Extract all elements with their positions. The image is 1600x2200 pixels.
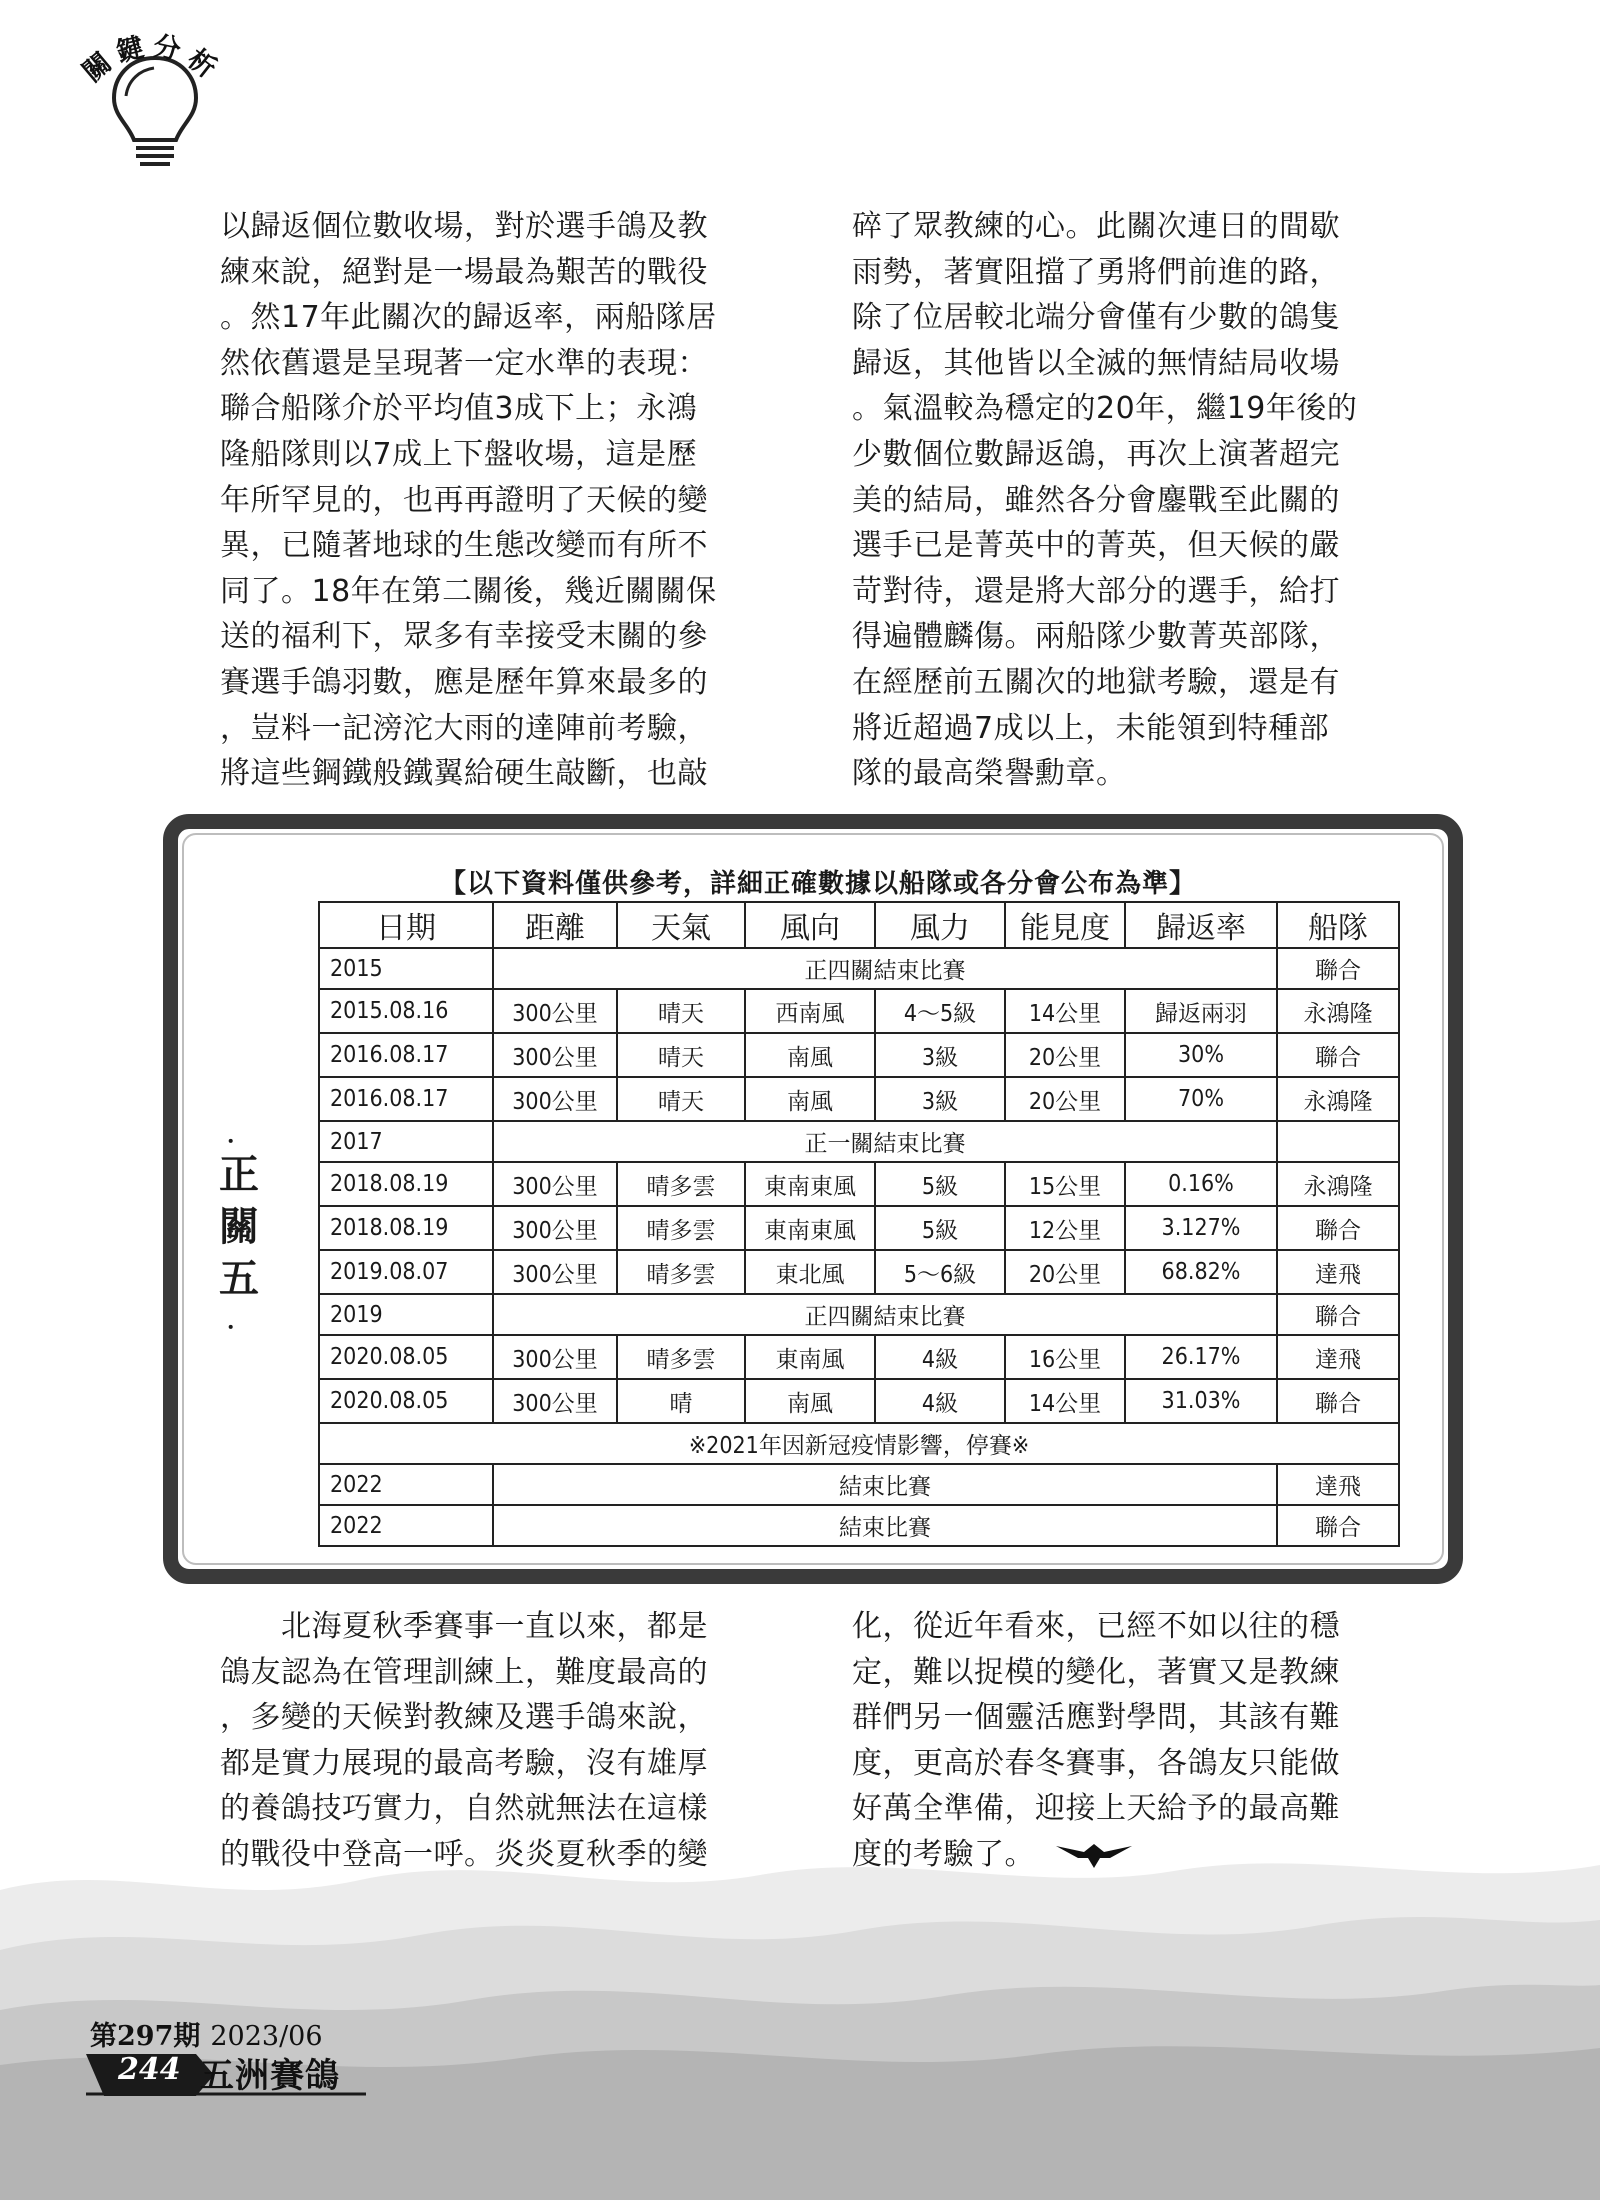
table-row [319,1294,1399,1335]
results-table-body [319,948,1399,1546]
issue-date: 2023/06 [210,2021,323,2052]
text-line: 賽選手鴿羽數，應是歷年算來最多的 [220,664,708,700]
cell-team: 聯合 [1277,948,1399,989]
text-line: 群們另一個靈活應對學問，其該有難 [852,1700,1340,1736]
section-title [77,24,232,89]
cell-date: 2017 [319,1121,493,1162]
cell-team [1277,1121,1399,1162]
text-line: 隆船隊則以7成上下盤收場，這是歷 [220,436,698,472]
cell-date: 2015 [319,948,493,989]
cell-team: 永鴻隆 [1277,1162,1399,1206]
table-row [319,1335,1399,1379]
cell-date: 2022 [319,1464,493,1505]
cell-wind-direction: 西南風 [745,989,875,1033]
text-line: 好萬全準備，迎接上天給予的最高難 [852,1791,1340,1827]
cell-wind-force: 5級 [875,1162,1005,1206]
cell-team: 聯合 [1277,1206,1399,1250]
cell-status-note: 正四關結束比賽 [493,948,1277,989]
text-line: 化，從近年看來，已經不如以往的穩 [852,1609,1340,1644]
text-line: 度，更高於春冬賽事，各鴿友只能做 [852,1745,1340,1781]
cell-team: 聯合 [1277,1505,1399,1546]
page-number: 244 [118,2052,181,2087]
text-line: 選手已是菁英中的菁英，但天候的嚴 [852,528,1340,564]
cell-return-rate: 68.82% [1125,1250,1277,1294]
text-line: ，多變的天候對教練及選手鴿來說， [220,1700,708,1736]
cell-wind-direction: 南風 [745,1379,875,1423]
text-line: 送的福利下，眾多有幸接受末關的參 [220,619,708,655]
cell-team: 永鴻隆 [1277,989,1399,1033]
results-table [318,901,1400,1547]
cell-wind-direction: 東北風 [745,1250,875,1294]
cell-status-note: 結束比賽 [493,1464,1277,1505]
cell-weather: 晴天 [617,1077,745,1121]
text-line: 聯合船隊介於平均值3成下上；永鴻 [220,391,698,427]
cell-visibility: 12公里 [1005,1206,1125,1250]
table-row [319,1464,1399,1505]
cell-distance: 300公里 [493,1162,617,1206]
stage-label-dot: ． [227,1306,251,1334]
cell-date: 2022 [319,1505,493,1546]
cell-date: 2015.08.16 [319,989,493,1033]
cell-return-rate: 歸返兩羽 [1125,989,1277,1033]
cell-return-rate: 0.16% [1125,1162,1277,1206]
cell-distance: 300公里 [493,1206,617,1250]
cell-distance: 300公里 [493,989,617,1033]
section-title-char: 分 [150,30,184,67]
text-line: 除了位居較北端分會僅有少數的鴿隻 [852,300,1340,336]
cell-team: 永鴻隆 [1277,1077,1399,1121]
cell-visibility: 20公里 [1005,1033,1125,1077]
stage-label [214,1119,264,1335]
article-bottom-right-column [852,1604,1412,1878]
text-line: 。然17年此關次的歸返率，兩船隊居 [220,300,717,336]
table-row [319,1206,1399,1250]
cell-distance: 300公里 [493,1250,617,1294]
text-line: 苛對待，還是將大部分的選手，給打 [852,573,1340,609]
data-disclaimer: 【以下資料僅供參考，詳細正確數據以船隊或各分會公布為準】 [439,869,1196,899]
cell-team: 達飛 [1277,1464,1399,1505]
table-row [319,1505,1399,1546]
cell-visibility: 15公里 [1005,1162,1125,1206]
table-row [319,989,1399,1033]
text-line: 異，已隨著地球的生態改變而有所不 [220,528,708,564]
cell-date: 2019 [319,1294,493,1335]
table-row [319,1121,1399,1162]
cell-weather: 晴多雲 [617,1250,745,1294]
text-line: 然依舊還是呈現著一定水準的表現： [220,345,708,381]
cell-team: 達飛 [1277,1250,1399,1294]
cell-team: 聯合 [1277,1294,1399,1335]
column-header-visibility: 能見度 [1005,902,1125,948]
cell-return-rate: 31.03% [1125,1379,1277,1423]
cell-weather: 晴天 [617,989,745,1033]
column-header-team: 船隊 [1277,902,1399,948]
text-line: 鴿友認為在管理訓練上，難度最高的 [220,1654,708,1690]
column-header-wind-force: 風力 [875,902,1005,948]
article-bottom-left-column [220,1604,780,1878]
cell-wind-direction: 南風 [745,1033,875,1077]
cell-visibility: 14公里 [1005,989,1125,1033]
text-line: 的養鴿技巧實力，自然就無法在這樣 [220,1791,708,1827]
section-title-char: 鍵 [113,32,148,69]
text-line: 隊的最高榮譽勳章。 [852,756,1127,792]
article-top-right-column [852,204,1412,797]
text-line: 定，難以捉模的變化，著實又是教練 [852,1654,1340,1690]
magazine-name: 五洲賽鴿 [200,2056,340,2096]
cell-date: 2018.08.19 [319,1162,493,1206]
cell-wind-force: 5～6級 [875,1250,1005,1294]
text-line: 以歸返個位數收場，對於選手鴿及教 [220,209,708,244]
stage-label-char: 五 [219,1256,259,1302]
race-results-box [163,814,1463,1584]
cell-suspension-note: ※2021年因新冠疫情影響，停賽※ [319,1423,1399,1464]
cell-status-note: 結束比賽 [493,1505,1277,1546]
stage-label-dot: ． [227,1120,251,1148]
stage-label-char: 正 [219,1152,259,1198]
text-line: 碎了眾教練的心。此關次連日的間歇 [852,209,1340,244]
table-row [319,1033,1399,1077]
cell-visibility: 14公里 [1005,1379,1125,1423]
cell-status-note: 正四關結束比賽 [493,1294,1277,1335]
cell-wind-direction: 東南風 [745,1335,875,1379]
table-row [319,1077,1399,1121]
table-row [319,1162,1399,1206]
table-row [319,948,1399,989]
cell-visibility: 20公里 [1005,1250,1125,1294]
cell-return-rate: 3.127% [1125,1206,1277,1250]
text-line: 北海夏秋季賽事一直以來，都是 [220,1609,708,1644]
cell-wind-direction: 南風 [745,1077,875,1121]
section-title-char: 關 [77,47,118,89]
text-line: 將這些鋼鐵般鐵翼給硬生敲斷，也敲 [220,756,708,792]
cell-distance: 300公里 [493,1077,617,1121]
cell-wind-force: 5級 [875,1206,1005,1250]
column-header-return-rate: 歸返率 [1125,902,1277,948]
text-line: 年所罕見的，也再再證明了天候的變 [220,482,708,518]
cell-wind-force: 4級 [875,1379,1005,1423]
cell-weather: 晴 [617,1379,745,1423]
cell-date: 2019.08.07 [319,1250,493,1294]
cell-date: 2016.08.17 [319,1077,493,1121]
cell-distance: 300公里 [493,1379,617,1423]
cell-weather: 晴多雲 [617,1335,745,1379]
cell-wind-force: 3級 [875,1033,1005,1077]
text-line: 的戰役中登高一呼。炎炎夏秋季的變 [220,1836,708,1872]
stage-label-char: 關 [219,1204,259,1250]
table-header-row [319,902,1399,948]
text-line: 。氣溫較為穩定的20年，繼19年後的 [852,391,1358,427]
text-line: ，豈料一記滂沱大雨的達陣前考驗， [220,710,708,746]
cell-team: 聯合 [1277,1379,1399,1423]
cell-return-rate: 30% [1125,1033,1277,1077]
cell-team: 聯合 [1277,1033,1399,1077]
cell-wind-force: 4～5級 [875,989,1005,1033]
cell-distance: 300公里 [493,1033,617,1077]
issue-number: 第297期 [90,2021,201,2052]
cell-wind-force: 4級 [875,1335,1005,1379]
cell-wind-direction: 東南東風 [745,1206,875,1250]
cell-date: 2020.08.05 [319,1335,493,1379]
cell-status-note: 正一關結束比賽 [493,1121,1277,1162]
cell-return-rate: 70% [1125,1077,1277,1121]
column-header-distance: 距離 [493,902,617,948]
cell-weather: 晴多雲 [617,1162,745,1206]
text-line: 少數個位數歸返鴿，再次上演著超完 [852,436,1340,472]
cell-weather: 晴天 [617,1033,745,1077]
cell-return-rate: 26.17% [1125,1335,1277,1379]
text-line: 同了。18年在第二關後，幾近關關保 [220,573,717,609]
column-header-date: 日期 [319,902,493,948]
text-line: 美的結局，雖然各分會鏖戰至此關的 [852,482,1340,518]
cell-team: 達飛 [1277,1335,1399,1379]
section-title-char: 析 [181,43,222,85]
cell-weather: 晴多雲 [617,1206,745,1250]
cell-date: 2020.08.05 [319,1379,493,1423]
text-line: 雨勢，著實阻擋了勇將們前進的路， [852,254,1340,290]
table-row [319,1423,1399,1464]
cell-date: 2016.08.17 [319,1033,493,1077]
cell-distance: 300公里 [493,1335,617,1379]
text-line: 都是實力展現的最高考驗，沒有雄厚 [220,1745,708,1781]
cell-wind-direction: 東南東風 [745,1162,875,1206]
text-line: 度的考驗了。 [852,1836,1035,1872]
column-header-weather: 天氣 [617,902,745,948]
cell-visibility: 20公里 [1005,1077,1125,1121]
table-row [319,1379,1399,1423]
column-header-wind-direction: 風向 [745,902,875,948]
cell-visibility: 16公里 [1005,1335,1125,1379]
text-line: 得遍體麟傷。兩船隊少數菁英部隊， [852,619,1340,655]
text-line: 在經歷前五關次的地獄考驗，還是有 [852,664,1340,700]
text-line: 將近超過7成以上，未能領到特種部 [852,710,1330,746]
table-row [319,1250,1399,1294]
cell-date: 2018.08.19 [319,1206,493,1250]
text-line: 歸返，其他皆以全滅的無情結局收場 [852,345,1340,381]
text-line: 練來說，絕對是一場最為艱苦的戰役 [220,254,708,290]
article-top-left-column [220,204,780,797]
cell-wind-force: 3級 [875,1077,1005,1121]
